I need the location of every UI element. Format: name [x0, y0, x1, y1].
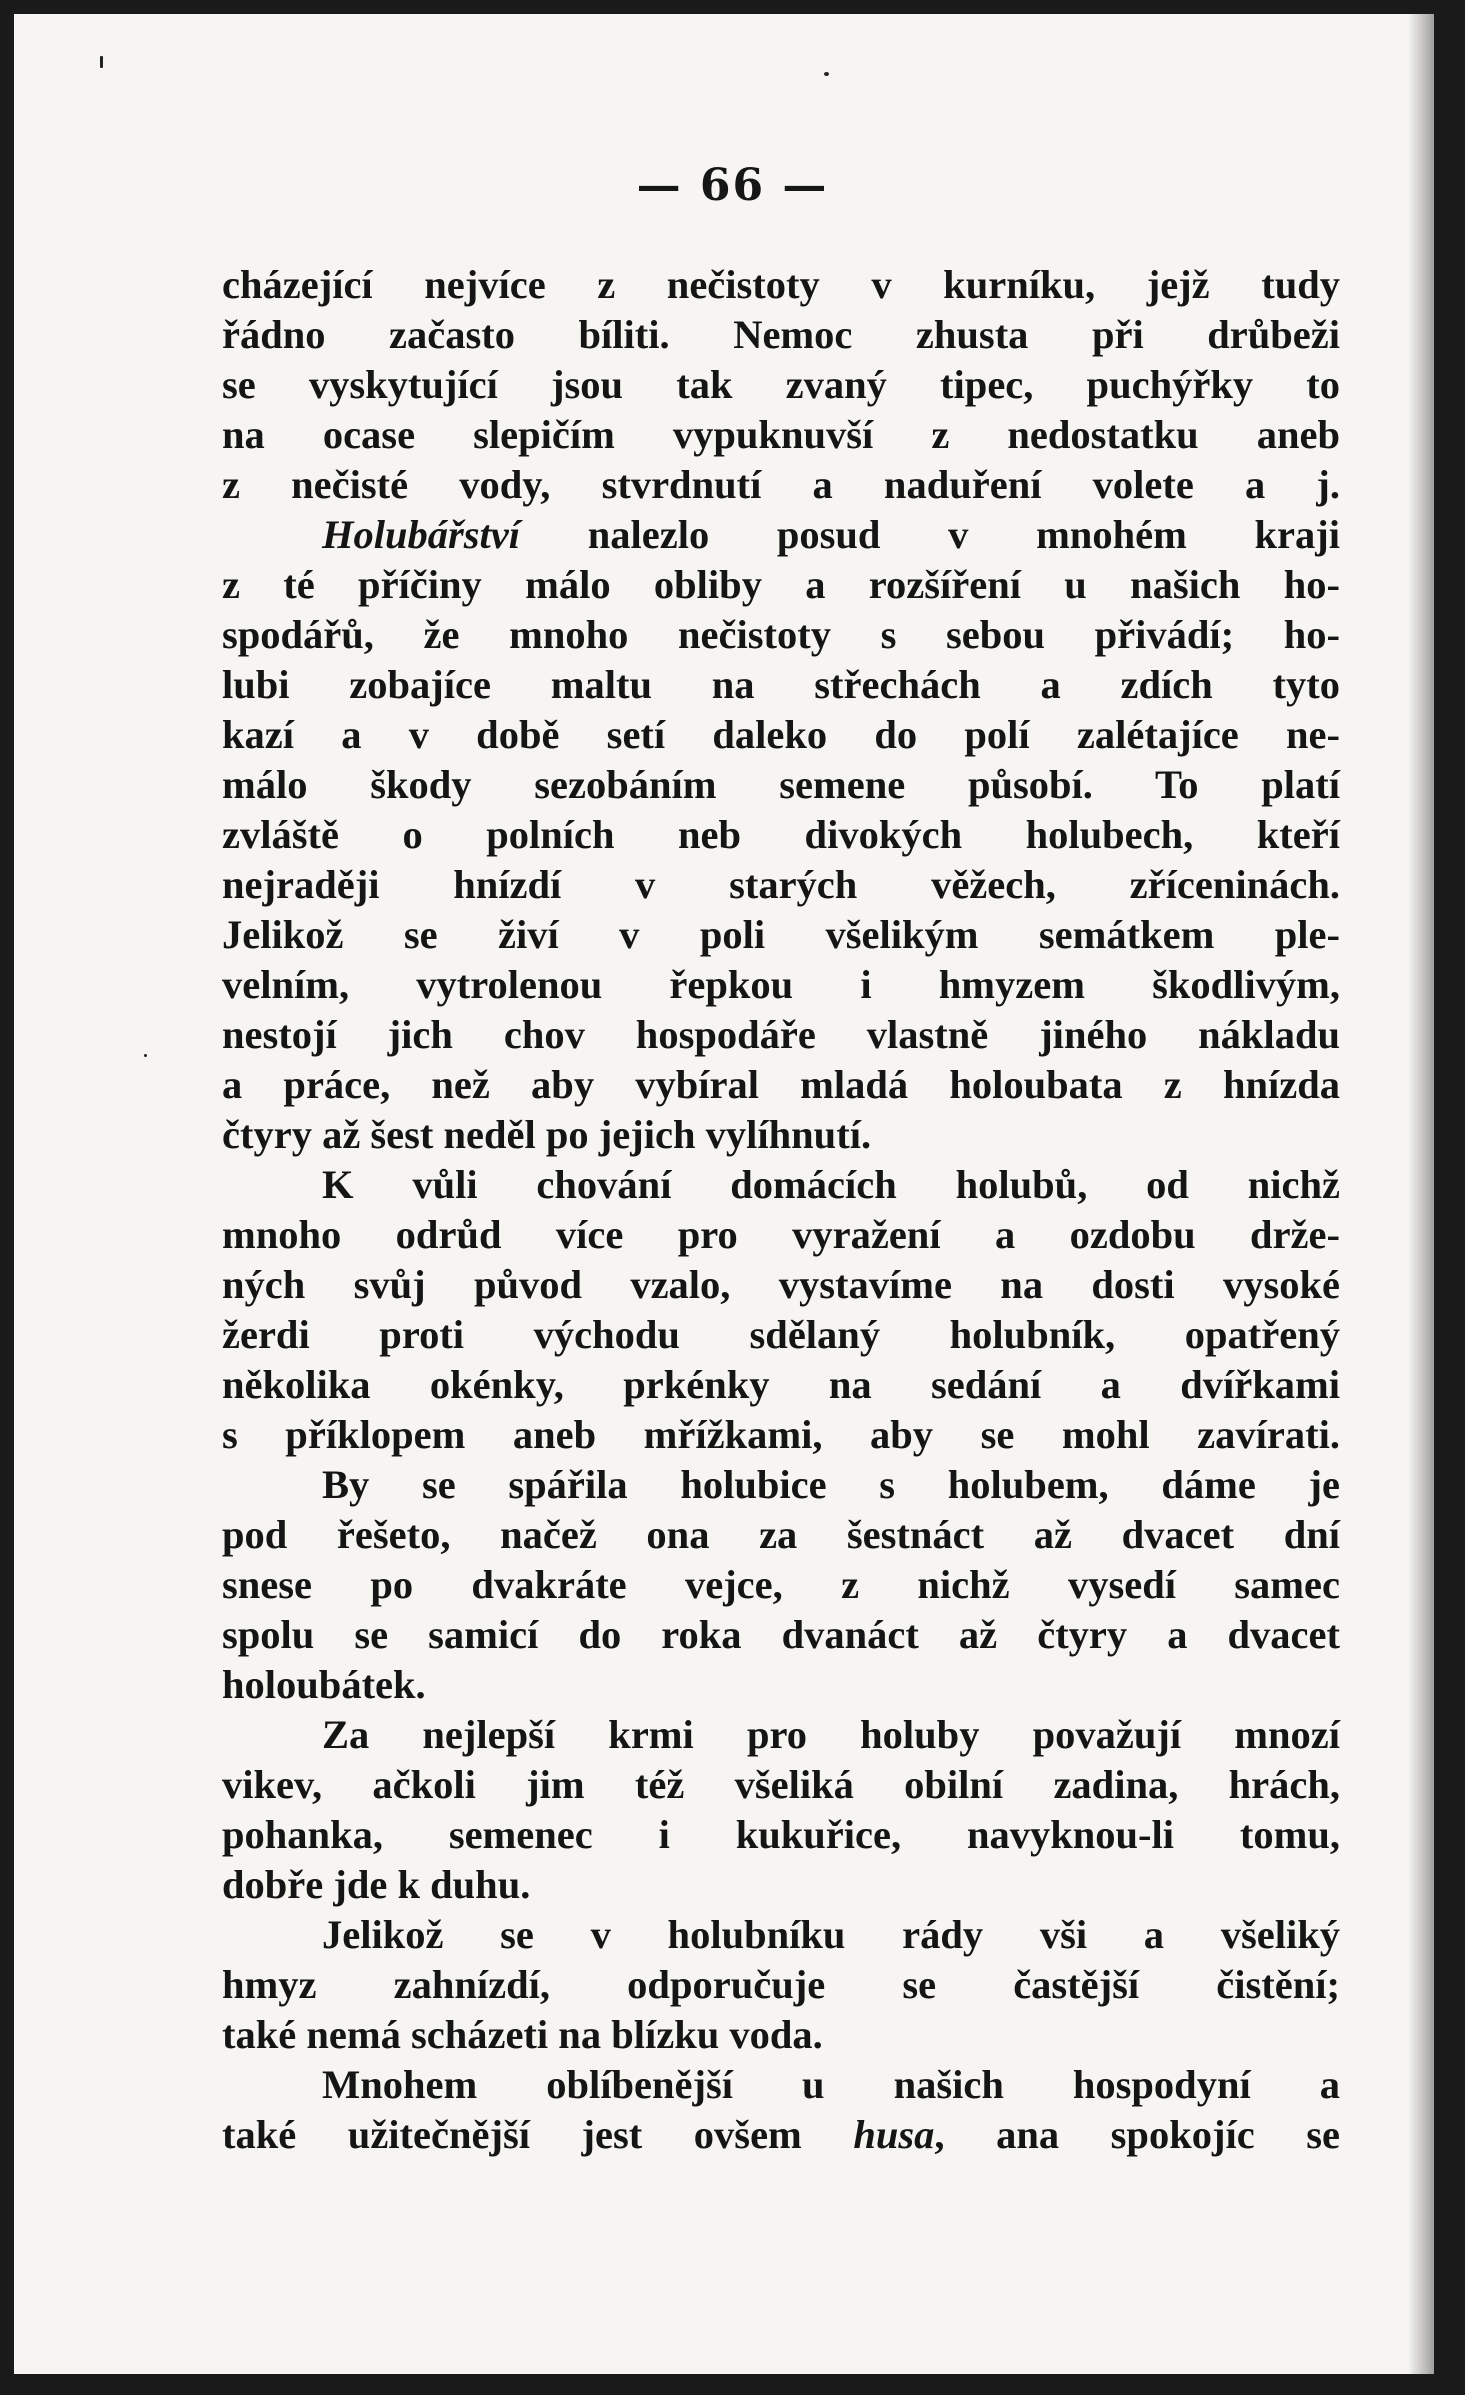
text-line: Mnohem oblíbenější u našich hospodyní a: [322, 2062, 1340, 2107]
page-edge-shadow: [1408, 14, 1434, 2374]
text-line: se vyskytující jsou tak zvaný tipec, puchýřky to: [222, 362, 1340, 407]
print-speck: [144, 1054, 147, 1057]
text-line: pohanka, semenec i kukuřice, navyknou-li tomu,: [222, 1812, 1340, 1857]
text-line-part: také užitečnější jest ovšem: [222, 2112, 854, 2157]
text-line: mnoho odrůd více pro vyražení a ozdobu drže-: [222, 1212, 1340, 1257]
text-line: [222, 510, 1340, 560]
text-line: hmyz zahnízdí, odporučuje se častější čistění;: [222, 1962, 1340, 2007]
text-line: spolu se samicí do roka dvanáct až čtyry a dvacet: [222, 1612, 1340, 1657]
print-speck: [824, 72, 829, 76]
text-line: velním, vytrolenou řepkou i hmyzem škodlivým,: [222, 962, 1340, 1007]
text-line: čtyry až šest neděl po jejich vylíhnutí.: [222, 1112, 872, 1157]
text-line: z nečisté vody, stvrdnutí a naduření volete a j.: [222, 462, 1340, 507]
page-number: — 66 —: [636, 160, 829, 211]
text-line: z té příčiny málo obliby a rozšíření u našich ho-: [222, 562, 1340, 607]
text-line: Za nejlepší krmi pro holuby považují mnozí: [322, 1712, 1340, 1757]
text-line: na ocase slepičím vypuknuvší z nedostatku aneb: [222, 412, 1340, 457]
italic-term: Holubářství: [322, 512, 521, 557]
text-line: pod řešeto, načež ona za šestnáct až dvacet dní: [222, 1512, 1340, 1557]
body-text: [222, 260, 1340, 2160]
text-line: [222, 2110, 1340, 2160]
text-line: lubi zobajíce maltu na střechách a zdích tyto: [222, 662, 1340, 707]
text-line: žerdi proti východu sdělaný holubník, opatřený: [222, 1312, 1340, 1357]
text-line: také nemá scházeti na blízku voda.: [222, 2012, 823, 2057]
text-line: snese po dvakráte vejce, z nichž vysedí samec: [222, 1562, 1340, 1607]
text-line: řádno začasto bíliti. Nemoc zhusta při drůbeži: [222, 312, 1340, 357]
italic-term: husa: [853, 2112, 935, 2157]
text-line: vikev, ačkoli jim též všeliká obilní zadina, hrách,: [222, 1762, 1340, 1807]
text-line-part: nalezlo posud v mnohém kraji: [520, 512, 1340, 557]
text-line: ných svůj původ vzalo, vystavíme na dosti vysoké: [222, 1262, 1340, 1307]
text-line: Jelikož se v holubníku rády vši a všeliký: [322, 1912, 1340, 1957]
text-line: několika okénky, prkénky na sedání a dvířkami: [222, 1362, 1340, 1407]
text-line: spodářů, že mnoho nečistoty s sebou přivádí; ho-: [222, 612, 1340, 657]
text-line: dobře jde k duhu.: [222, 1862, 531, 1907]
text-line: a práce, než aby vybíral mladá holoubata z hnízda: [222, 1062, 1340, 1107]
text-line: By se spářila holubice s holubem, dáme je: [322, 1462, 1340, 1507]
text-line: kazí a v době setí daleko do polí zalétajíce ne-: [222, 712, 1340, 757]
text-line: K vůli chování domácích holubů, od nichž: [322, 1162, 1340, 1207]
text-line: s příklopem aneb mřížkami, aby se mohl zavírati.: [222, 1412, 1340, 1457]
text-line: Jelikož se živí v poli všelikým semátkem ple-: [222, 912, 1340, 957]
text-line: holoubátek.: [222, 1662, 426, 1707]
text-line: nestojí jich chov hospodáře vlastně jiného nákladu: [222, 1012, 1340, 1057]
text-line-part: , ana spokojíc se: [934, 2112, 1340, 2157]
text-line: zvláště o polních neb divokých holubech, kteří: [222, 812, 1340, 857]
text-line: cházející nejvíce z nečistoty v kurníku, jejž tudy: [222, 262, 1340, 307]
text-line: málo škody sezobáním semene působí. To platí: [222, 762, 1340, 807]
text-line: nejraději hnízdí v starých věžech, zříceninách.: [222, 862, 1340, 907]
print-speck: [100, 56, 103, 68]
